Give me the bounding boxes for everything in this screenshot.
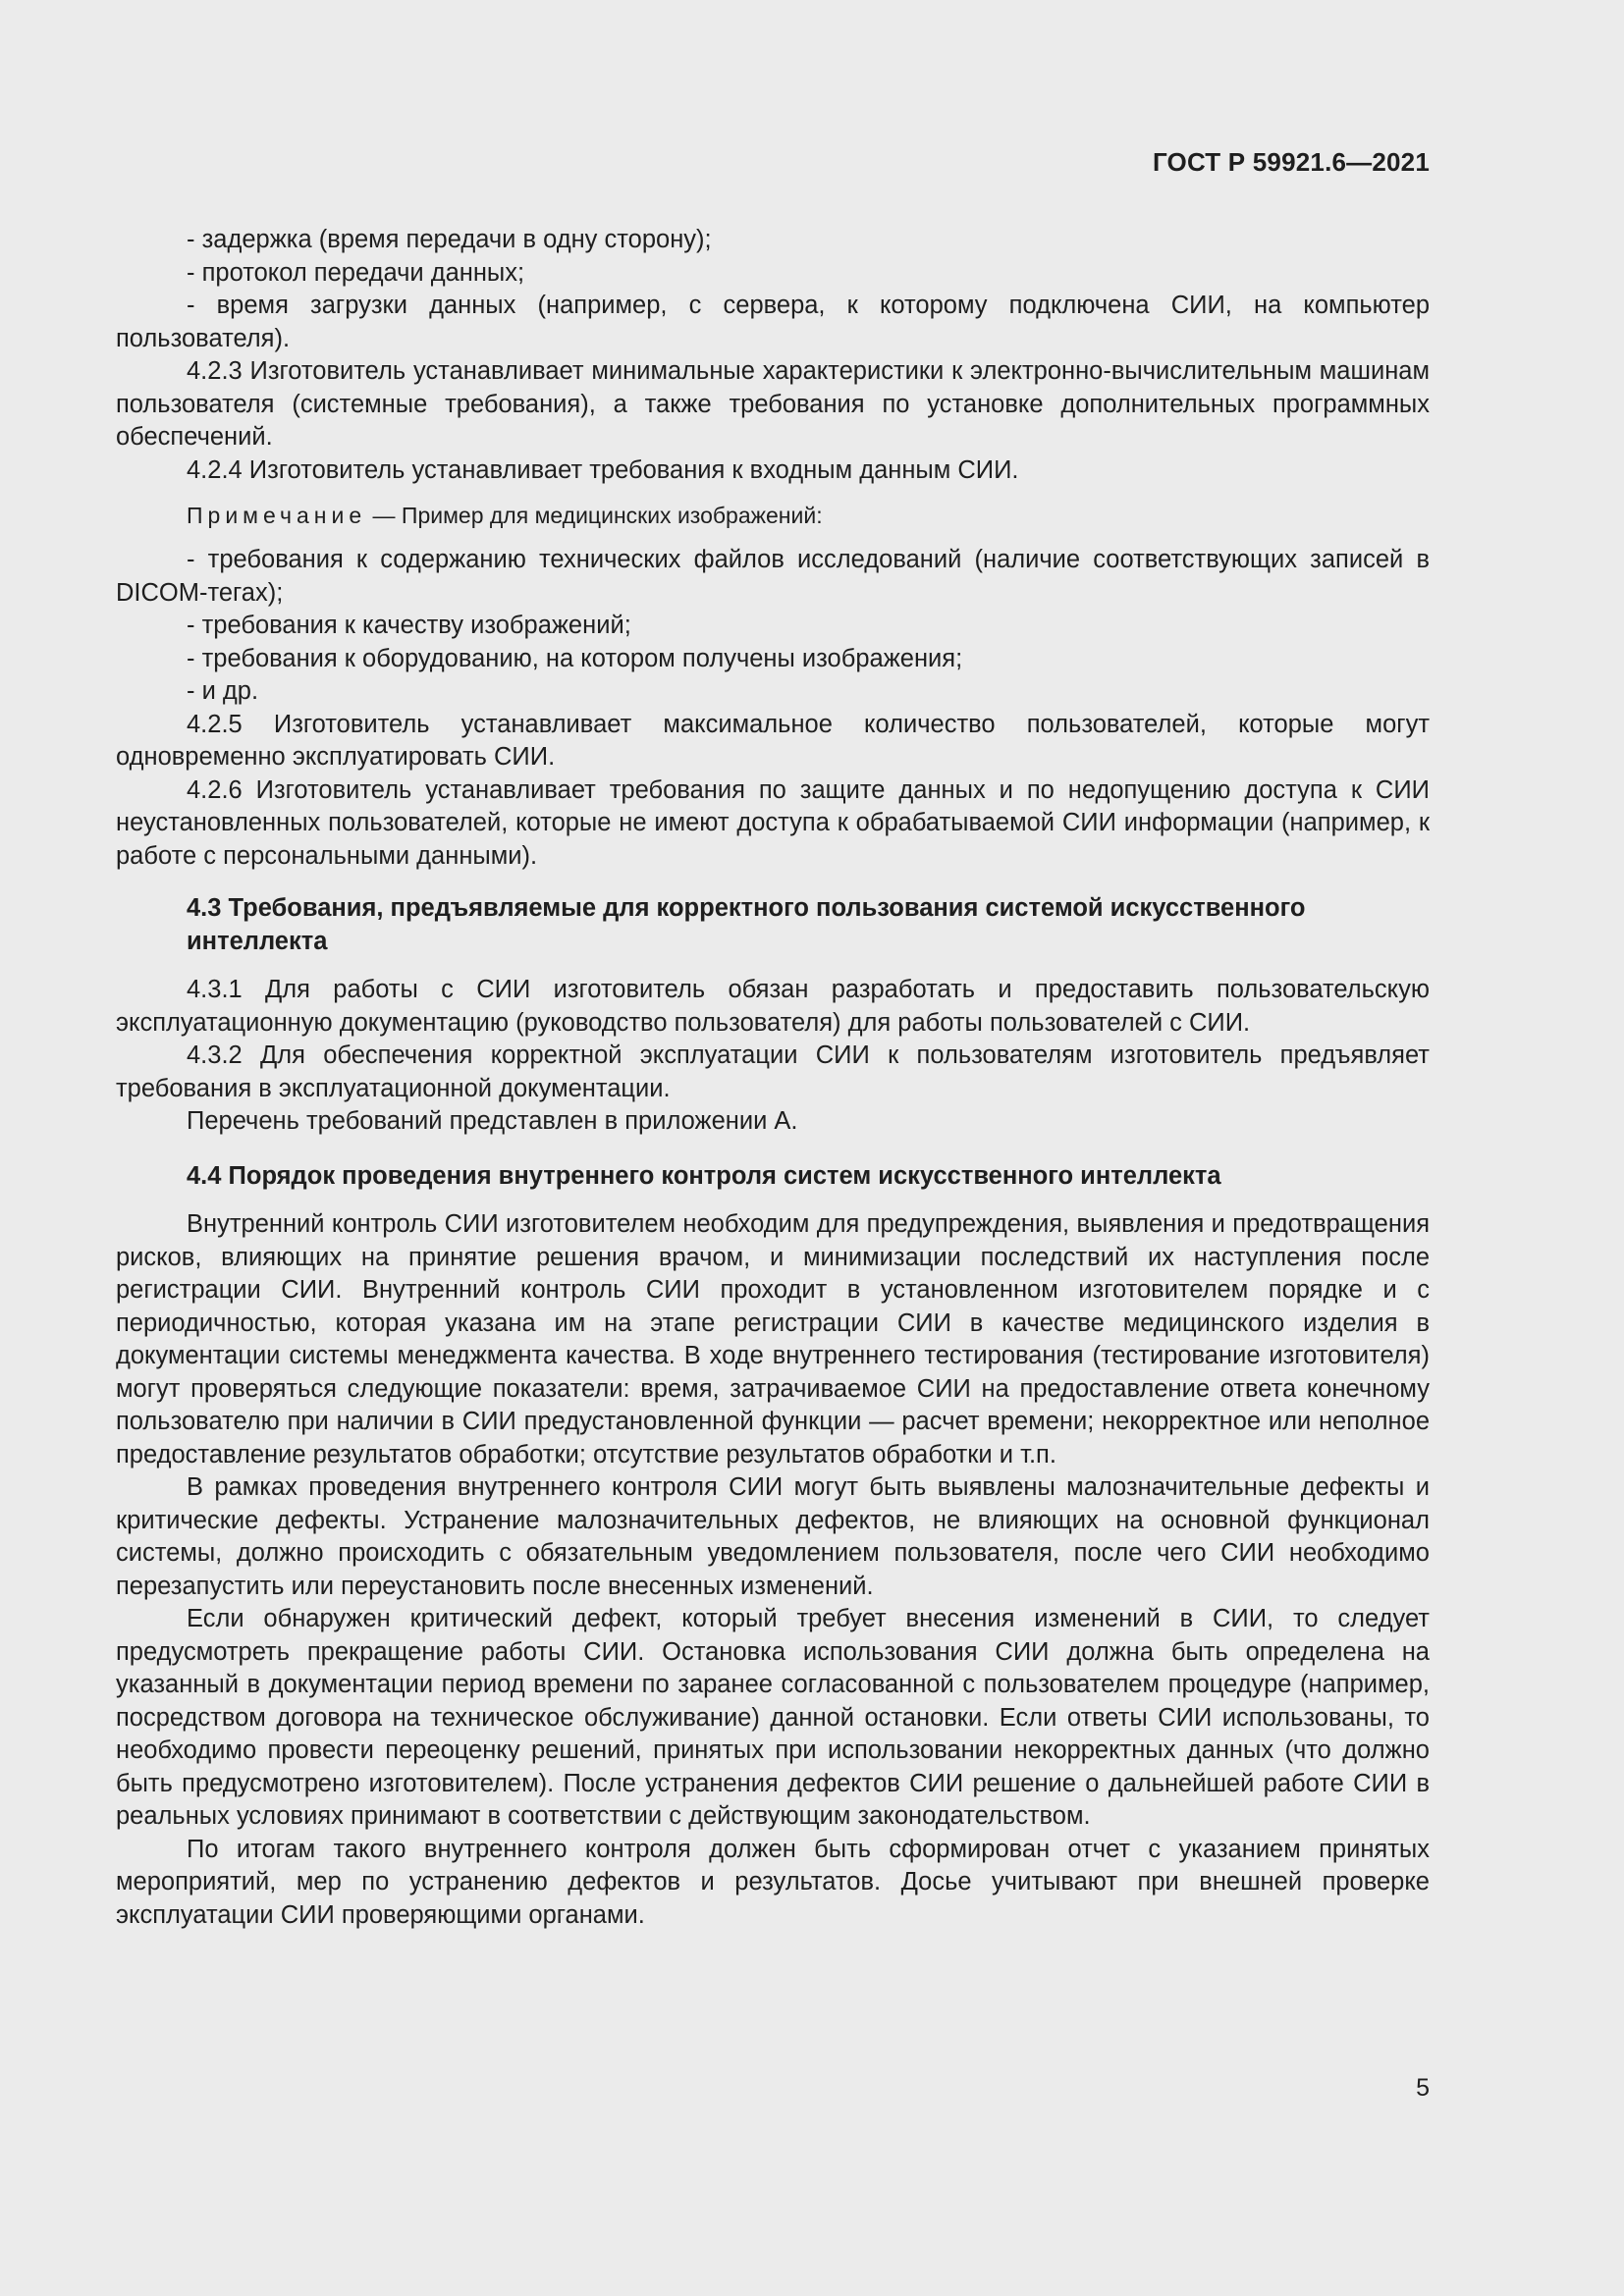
document-body [116,224,1430,1932]
paragraph: По итогам такого внутреннего контроля должен быть сформирован отчет с указанием принятых мероприятий, мер по устранению дефектов и результатов. Досье учитывают при внешней проверке эксплуатации СИИ проверяющими органами. [116,1835,1430,1929]
paragraph: Внутренний контроль СИИ изготовителем необходим для предупреждения, выявления и предотвращения рисков, влияющих на принятие решения врачом, и минимизации последствий их наступления после регистрации СИИ. Внутренний контроль СИИ проходит в установленном изготовителем порядке и с периодичностью, которая указана им на этапе регистрации СИИ в качестве медицинского изделия в документации системы менеджмента качества. В ходе внутреннего тестирования (тестирование изготовителя) могут проверяться следующие показатели: время, затрачиваемое СИИ на предоставление ответа конечному пользователю при наличии в СИИ предустановленной функции — расчет времени; некорректное или неполное предоставление результатов обработки; отсутствие результатов обработки и т.п. [116,1210,1430,1468]
note-label: Примечание [187,503,367,528]
page-number: 5 [1416,2074,1430,2102]
note [116,501,1430,530]
list-item: - время загрузки данных (например, с сервера, к которому подключена СИИ, на компьютер пользователя). [116,292,1430,352]
paragraph: Перечень требований представлен в приложении А. [187,1107,798,1135]
list-item: - требования к содержанию технических файлов исследований (наличие соответствующих записей в DICOM-тегах); [116,546,1430,607]
paragraph: В рамках проведения внутреннего контроля СИИ могут быть выявлены малозначительные дефекты и критические дефекты. Устранение малозначительных дефектов, не влияющих на основной функционал системы, должно происходить с обязательным уведомлением пользователя, после чего СИИ необходимо перезапустить или переустановить после внесенных изменений. [116,1473,1430,1600]
list-item: - и др. [187,677,259,705]
document-code-header: ГОСТ Р 59921.6—2021 [1152,147,1430,177]
paragraph-4-3-2: 4.3.2 Для обеспечения корректной эксплуатации СИИ к пользователям изготовитель предъявляет требования в эксплуатационной документации. [116,1041,1430,1102]
paragraph-4-2-5: 4.2.5 Изготовитель устанавливает максимальное количество пользователей, которые могут одновременно эксплуатировать СИИ. [116,710,1430,771]
paragraph-4-2-4: 4.2.4 Изготовитель устанавливает требования к входным данным СИИ. [187,455,1019,484]
section-heading-4-4: 4.4 Порядок проведения внутреннего контроля систем искусственного интеллекта [187,1161,1221,1190]
paragraph: Если обнаружен критический дефект, который требует внесения изменений в СИИ, то следует предусмотреть прекращение работы СИИ. Остановка использования СИИ должна быть определена на указанный в документации период времени по заранее согласованной с пользователем процедуре (например, посредством договора на техническое обслуживание) данной остановки. Если ответы СИИ использованы, то необходимо провести переоценку решений, принятых при использовании некорректных данных (что должно быть предусмотрено изготовителем). После устранения дефектов СИИ решение о дальнейшей работе СИИ в реальных условиях принимают в соответствии с действующим законодательством. [116,1605,1430,1830]
paragraph-4-2-3: 4.2.3 Изготовитель устанавливает минимальные характеристики к электронно-вычислительным машинам пользователя (системные требования), а также требования по установке дополнительных программных обеспечений. [116,357,1430,451]
note-text: — Пример для медицинских изображений: [366,503,823,528]
paragraph-4-2-6: 4.2.6 Изготовитель устанавливает требования по защите данных и по недопущению доступа к СИИ неустановленных пользователей, которые не имеют доступа к обрабатываемой СИИ информации (например, к работе с персональными данными). [116,775,1430,870]
list-item: - требования к качеству изображений; [187,612,631,639]
list-item: - требования к оборудованию, на котором получены изображения; [187,644,963,672]
paragraph-4-3-1: 4.3.1 Для работы с СИИ изготовитель обязан разработать и предоставить пользовательскую эксплуатационную документацию (руководство пользователя) для работы пользователей с СИИ. [116,976,1430,1037]
list-item: - протокол передачи данных; [187,258,525,287]
section-heading-4-3: 4.3 Требования, предъявляемые для корректного пользования системой искусственного интеллекта [187,894,1306,955]
list-item: - задержка (время передачи в одну сторону); [187,226,712,253]
